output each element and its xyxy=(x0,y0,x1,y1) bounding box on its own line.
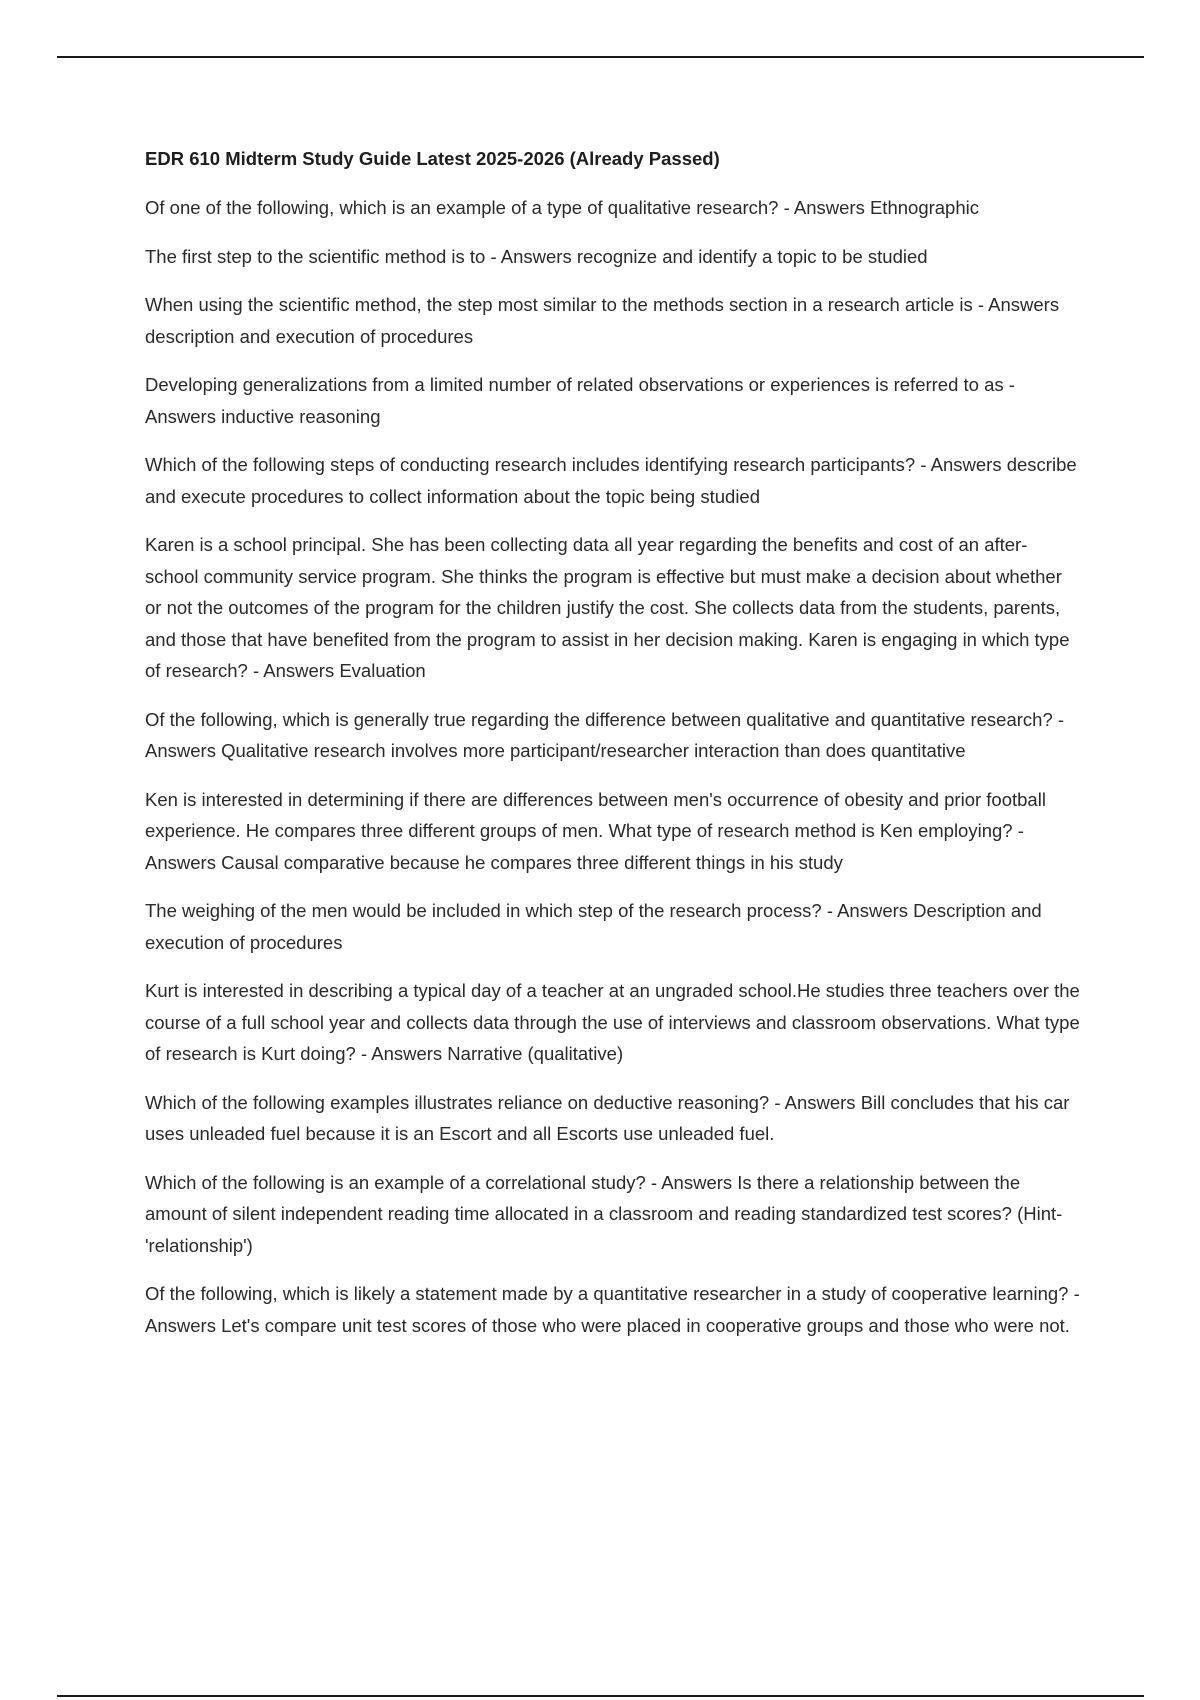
qa-item: Which of the following steps of conducting research includes identifying research participants? - Answers describe and execute procedures to collect information about the topic being studied xyxy=(145,454,1077,507)
qa-item: Kurt is interested in describing a typical day of a teacher at an ungraded school.He studies three teachers over the course of a full school year and collects data through the use of interviews and classroom observations. What type of research is Kurt doing? - Answers Narrative (qualitative) xyxy=(145,980,1080,1064)
qa-item: When using the scientific method, the step most similar to the methods section in a research article is - Answers description and execution of procedures xyxy=(145,294,1060,347)
qa-item: Which of the following is an example of a correlational study? - Answers Is there a relationship between the amount of silent independent reading time allocated in a classroom and reading standardized test scores? (Hint- 'relationship') xyxy=(145,1171,1063,1256)
qa-item: Of the following, which is likely a statement made by a quantitative researcher in a study of cooperative learning? - Answers Let's compare unit test scores of those who were placed in cooperative groups and those who were not. xyxy=(145,1283,1080,1336)
qa-item: Karen is a school principal. She has been collecting data all year regarding the benefits and cost of an after-school community service program. She thinks the program is effective but must make a decision about whether or not the outcomes of the program for the children justify the cost. She collects data from the students, parents, and those that have benefited from the program to assist in her decision making. Karen is engaging in which type of research? - Answers Evaluation xyxy=(145,534,1070,681)
qa-item: Of the following, which is generally true regarding the difference between qualitative and quantitative research? - Answers Qualitative research involves more participant/researcher interaction than does quantitative xyxy=(145,708,1065,761)
qa-item: Of one of the following, which is an example of a type of qualitative research? - Answers Ethnographic xyxy=(145,197,979,218)
document-title: EDR 610 Midterm Study Guide Latest 2025-2026 (Already Passed) xyxy=(145,148,720,169)
qa-item: Developing generalizations from a limited number of related observations or experiences is referred to as - Answers inductive reasoning xyxy=(145,374,1015,427)
qa-item: Ken is interested in determining if there are differences between men's occurrence of obesity and prior football experience. He compares three different groups of men. What type of research method is Ken employing? - Answers Causal comparative because he compares three different things in his study xyxy=(145,788,1046,873)
document-body xyxy=(145,143,1080,1358)
top-rule xyxy=(57,56,1144,58)
bottom-rule xyxy=(57,1695,1144,1697)
qa-item: The weighing of the men would be included in which step of the research process? - Answers Description and execution of procedures xyxy=(145,900,1042,953)
qa-item: The first step to the scientific method is to - Answers recognize and identify a topic to be studied xyxy=(145,245,928,267)
qa-item: Which of the following examples illustrates reliance on deductive reasoning? - Answers Bill concludes that his car uses unleaded fuel because it is an Escort and all Escorts use unleaded fuel. xyxy=(145,1091,1070,1144)
